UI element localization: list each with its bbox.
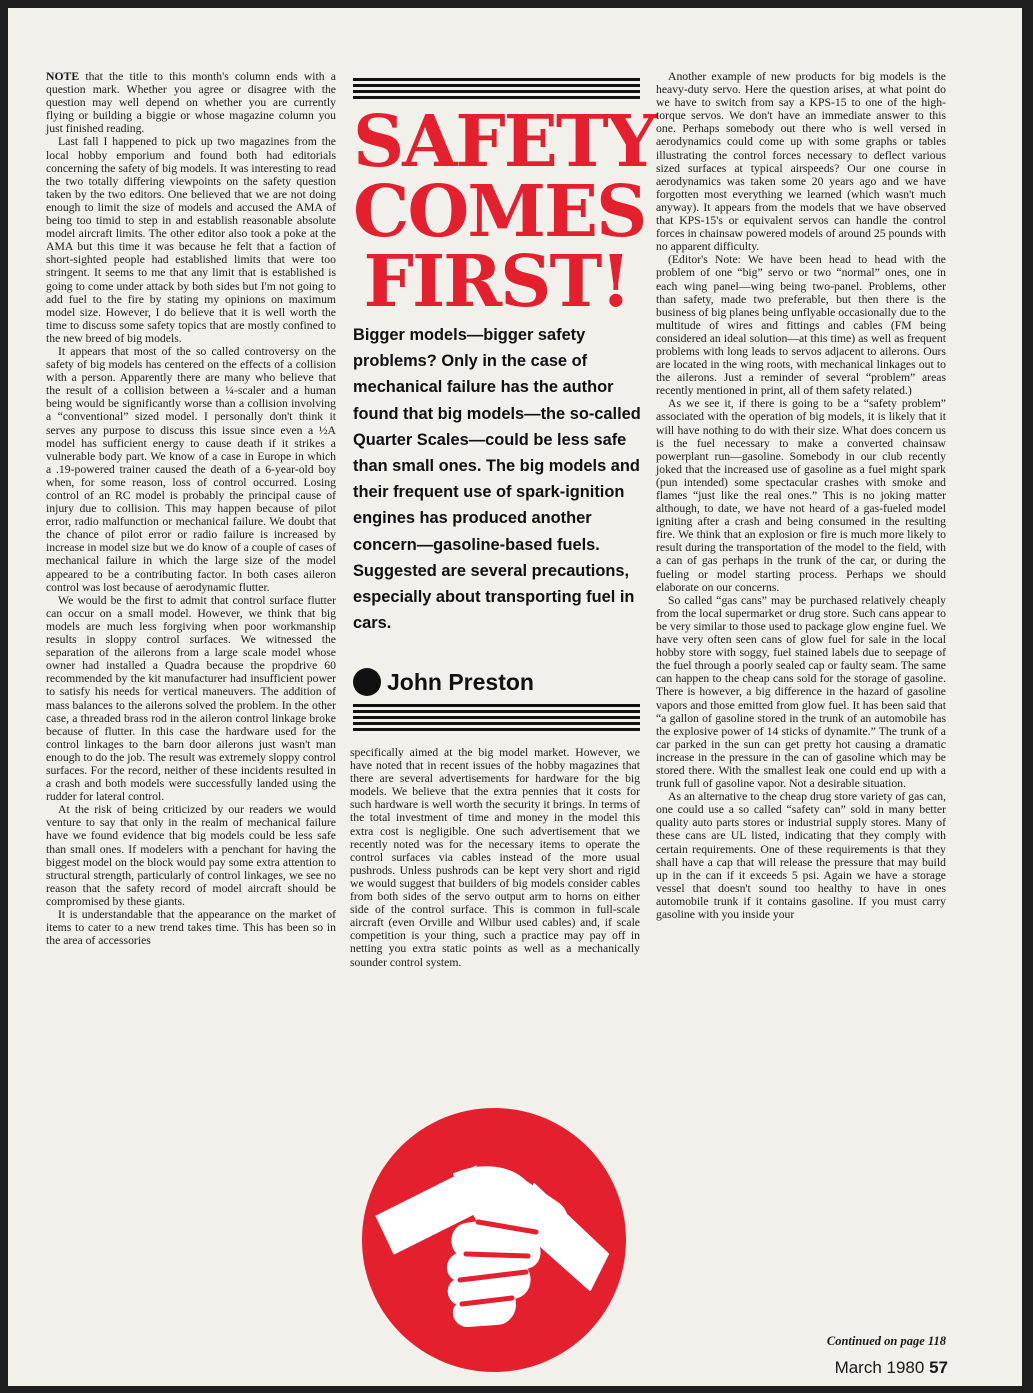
middle-text-column <box>350 746 640 1086</box>
article-headline <box>353 99 656 323</box>
headline-line: COMES <box>353 169 646 253</box>
author-name: John Preston <box>387 669 534 695</box>
paragraph: It is understandable that the appearance on the market of items to cater to a new trend takes time. This has been so in the area of accessories <box>46 908 336 948</box>
bullet-icon <box>353 668 381 696</box>
headline-line: SAFETY <box>353 99 656 183</box>
paragraph: (Editor's Note: We have been head to head with the problem of one “big” servo or two “normal” ones, one in each wing panel—wing being two-panel. Problems, other than safety, made two preferable, but then there is the business of big planes being unflyable occasionally due to the multitude of wires and fittings and cables (FM being considered an ideal solution—at this time) as well as frequent problems with long leads to servos adjacent to ailerons. Ours are located in the wing roots, with mechanical linkages out to the ailerons. Just a reminder of several “problem” areas recently mentioned in print, all of them safety related.) <box>656 253 946 398</box>
bottom-rule-bars <box>353 704 640 734</box>
page-folio <box>708 1358 948 1378</box>
paragraph: At the risk of being criticized by our readers we would venture to say that only in the realm of mechanical failure have we found evidence that big models could be less safe than small ones. If modelers with a penchant for having the biggest model on the block would pay some extra attention to structural strength, particularly of control linkages, we see no reason that the safety record of model aircraft should be compromised by these giants. <box>46 803 336 908</box>
right-text-column <box>656 70 946 1355</box>
headline-line: FIRST! <box>363 239 630 323</box>
magazine-page <box>8 8 1022 1386</box>
paragraph: As we see it, if there is going to be a “safety problem” associated with the operation of big models, it is likely that it will have nothing to do with their size. What does concern us is the fuel necessary to make a converted chainsaw powerplant run—gasoline. Somebody in our club recently joked that the increased use of gasoline as a fuel might spark (pun intended) some spectacular crashes with smoke and flames “just like the real ones.” This is no joking matter although, to date, we have not heard of a gas-fueled model igniting after a crash and being consumed in the resulting fire. We think that an explosion or fire is much more likely to result during the transportation of the model to the field, with a can of gas perhaps in the trunk of the car, or during the fueling or model starting process. Perhaps we should elaborate on our concerns. <box>656 397 946 594</box>
left-text-column <box>46 70 336 1350</box>
paragraph: Another example of new products for big models is the heavy-duty servo. Here the question arises, at what point do we have to switch from say a KPS-15 to one of the high-torque servos. We don't have an immediate answer to this one. Perhaps somebody out there who is well versed in aerodynamics could come up with some graphs or tables illustrating the control forces necessary to deflect various sized surfaces at typical airspeeds? Our one course in aerodynamics was taken some 20 years ago and we have forgotten most everything we learned (which wasn't much anyway). It appears from the models that we have observed that KPS-15's or equivalent servos can handle the control forces in chainsaw powered models of around 25 pounds with no apparent difficulty. <box>656 70 946 254</box>
paragraph: It appears that most of the so called controversy on the safety of big models has centered on the effects of a collision with a person. Apparently there are many who believe that the result of a collision between a ¼-scaler and a human being would be significantly worse than a collision involving a “conventional” sized model. I personally don't think it serves any purpose to discuss this issue since even a ½A model has sufficient energy to cause death if it strikes a vulnerable body part. We know of a case in Europe in which a .19-powered trainer caused the death of a 6-year-old boy when, for some reason, loss of control occurred. Losing control of an RC model is probably the principal cause of injury due to collision. This may happen because of pilot error, radio malfunction or mechanical failure. We doubt that the chance of pilot error or radio failure is increased by increase in model size but we do know of a couple of cases of mechanical failure in which the large size of the model appeared to be a contributing factor. In both cases aileron control was lost because of aerodynamic flutter. <box>46 344 336 594</box>
paragraph: NOTE that the title to this month's column ends with a question mark. Whether you agree or disagree with the question may well depend on whether you are currently flying or building a biggie or whose magazine column you just finished reading. <box>46 70 336 136</box>
hand-holding-fuel-can-icon <box>358 1104 630 1376</box>
paragraph: Last fall I happened to pick up two magazines from the local hobby emporium and found both had editorials concerning the safety of big models. It was interesting to read the two totally differing viewpoints on the safety question taken by the two editors. One believed that we are not doing enough to limit the size of models and accused the AMA of being too timid to step in and establish reasonable absolute model aircraft limits. The other editor also took a poke at the AMA but this time it was because he felt that a faction of short-sighted people had established limits that were too stringent. It seems to me that any limit that is established is going to come under attack by both sides but I'm not going to add fuel to the fire by stating my opinions on maximum model size. However, I do believe that it is well worth the time to discuss some safety topics that are mostly confined to the new breed of big models. <box>46 135 336 345</box>
paragraph: specifically aimed at the big model market. However, we have noted that in recent issues of the hobby magazines that there are several advertisements for hardware for the big models. We believe that the extra pennies that it costs for such hardware is well worth the security it brings. In terms of the total investment of time and money in the model this extra cost is negligible. One such advertisement that we recently noted was for the necessary items to operate the control surfaces via cables instead of the more usual pushrods. Unless pushrods can be kept very short and rigid we would suggest that builders of big models consider cables from both sides of the servo output arm to horns on either side of the control surface. This is common in full-scale aircraft (even Orville and Wilbur used cables) and, if scale competition is your thing, such a practice may pay off in netting you extra static points as well as a mechanically sounder control system. <box>350 746 640 969</box>
continued-note: Continued on page 118 <box>826 1334 946 1348</box>
paragraph: We would be the first to admit that control surface flutter can occur on a small model. However, we think that big models are much less forgiving when poor workmanship results in sloppy control surfaces. We witnessed the separation of the ailerons from a large scale model whose owner had installed a Quadra because the propdrive 60 recommended by the kit manufacturer had insufficient power to satisfy his needs for vertical maneuvers. The addition of mass balances to the ailerons solved the problem. In the other case, a threaded brass rod in the aileron control linkage broke because of flutter. In this case the hardware used for the control linkages to the barn door ailerons just wasn't man enough to do the job. The result was extremely sloppy control surfaces. For the record, neither of these incidents resulted in a crash and both models were successfully landed using the rudder for lateral control. <box>46 593 336 804</box>
page-number: 57 <box>929 1358 948 1377</box>
issue-date: March 1980 <box>834 1358 925 1377</box>
paragraph: So called “gas cans” may be purchased relatively cheaply from the local supermarket or drug store. Such cans appear to be very similar to those used to package glow engine fuel. We have very often seen cans of glow fuel for sale in the local hobby store with soggy, fuel stained labels due to seepage of the fuel through a poorly sealed cap or faulty seam. The same can happen to the cheap cans sold for the storage of gasoline. There is however, a big difference in the hazard of gasoline vapors and those emitted from glow fuel. It has been said that “a gallon of gasoline stored in the trunk of an automobile has the explosive power of 14 sticks of dynamite.” The trunk of a car parked in the sun can get pretty hot causing a dramatic increase in the pressure in the can of gasoline which may be stored there. With the smallest leak one could end up with a trunk full of gasoline vapor. Not a desirable situation. <box>656 593 946 791</box>
paragraph: As an alternative to the cheap drug store variety of gas can, one could use a so called “safety can” sold in many better quality auto parts stores or industrial supply stores. Many of these cans are UL listed, indicating that they comply with certain requirements. One of these requirements is that they shall have a cap that will release the pressure that may build up in the can if it exceeds 5 psi. Again we have a storage vessel that doesn't sound too healthy to have in ones automobile trunk if it contains gasoline. If you must carry gasoline with you inside your <box>656 790 946 921</box>
lead-word: NOTE <box>46 70 80 83</box>
article-dek: Bigger models—bigger safety problems? Only in the case of mechanical failure has the author found that big models—the so-called Quarter Scales—could be less safe than small ones. The big models and their frequent use of spark-ignition engines has produced another concern—gasoline-based fuels. Suggested are several precautions, especially about transporting fuel in cars. <box>353 326 641 633</box>
byline <box>353 664 643 700</box>
